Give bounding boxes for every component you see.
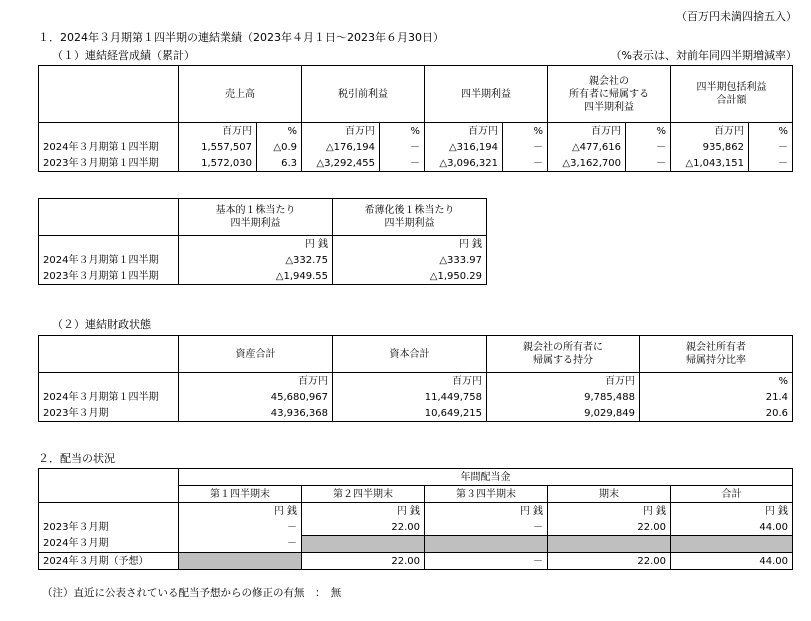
cell-value: 22.00 (302, 553, 425, 570)
cell-value: － (503, 155, 548, 172)
cell-value: △3,096,321 (425, 155, 503, 172)
row-label: 2023年３月期第１四半期 (39, 268, 179, 285)
table-row (39, 536, 793, 553)
cell-value: △333.97 (333, 252, 487, 268)
cell-value: △3,292,455 (302, 155, 380, 172)
cell-value: 9,029,849 (487, 405, 640, 422)
fp-header-assets: 資産合計 (179, 336, 333, 373)
results-header-pretax: 税引前利益 (302, 66, 425, 123)
results-header-quarter-profit: 四半期利益 (425, 66, 548, 123)
cell-shaded (302, 536, 425, 553)
div-header-year-end: 期末 (548, 486, 671, 503)
div-header-q1: 第１四半期末 (179, 486, 302, 503)
unit-yen: 円 銭 (179, 236, 333, 253)
cell-value: △3,162,700 (548, 155, 626, 172)
cell-value: 9,785,488 (487, 389, 640, 405)
table-row (39, 155, 793, 172)
cell-value: － (749, 155, 793, 172)
row-label: 2023年３月期第１四半期 (39, 155, 179, 172)
section1-1-title: （１）連結経営成績（累計） (52, 49, 195, 62)
results-table (38, 65, 793, 172)
eps-table (38, 198, 487, 285)
fp-unit-blank (39, 373, 179, 390)
fp-header-owners-equity: 親会社の所有者に 帰属する持分 (487, 336, 640, 373)
dividend-table (38, 468, 793, 570)
section1-1-note: （%表示は、対前年同四半期増減率） (610, 49, 797, 62)
cell-value: 22.00 (302, 519, 425, 536)
cell-value: 10,649,215 (333, 405, 487, 422)
table-row (39, 268, 487, 285)
unit-million: 百万円 (179, 123, 257, 140)
cell-value: 45,680,967 (179, 389, 333, 405)
eps-header-basic: 基本的１株当たり 四半期利益 (179, 199, 333, 236)
cell-value: 6.3 (257, 155, 302, 172)
cell-value: － (179, 519, 302, 536)
unit-yen: 円 銭 (425, 503, 548, 520)
unit-million: 百万円 (487, 373, 640, 390)
fp-header-blank (39, 336, 179, 373)
cell-value: △1,949.55 (179, 268, 333, 285)
cell-shaded (548, 536, 671, 553)
unit-million: 百万円 (548, 123, 626, 140)
row-label: 2024年３月期第１四半期 (39, 252, 179, 268)
row-label: 2024年３月期第１四半期 (39, 139, 179, 155)
cell-value: 1,572,030 (179, 155, 257, 172)
cell-value: 22.00 (548, 519, 671, 536)
results-header-comprehensive: 四半期包括利益 合計額 (671, 66, 793, 123)
cell-shaded (425, 536, 548, 553)
eps-header-blank (39, 199, 179, 236)
eps-header-diluted: 希薄化後１株当たり 四半期利益 (333, 199, 487, 236)
cell-value: △176,194 (302, 139, 380, 155)
fp-header-equity: 資本合計 (333, 336, 487, 373)
cell-value: 935,862 (671, 139, 749, 155)
unit-pct: % (257, 123, 302, 140)
cell-value: － (425, 553, 548, 570)
unit-yen: 円 銭 (548, 503, 671, 520)
cell-value: △332.75 (179, 252, 333, 268)
cell-value: 21.4 (640, 389, 793, 405)
unit-million: 百万円 (671, 123, 749, 140)
cell-value: 20.6 (640, 405, 793, 422)
cell-value: △1,950.29 (333, 268, 487, 285)
cell-value: △1,043,151 (671, 155, 749, 172)
unit-pct: % (380, 123, 425, 140)
cell-value: － (749, 139, 793, 155)
cell-value: 11,449,758 (333, 389, 487, 405)
row-label: 2023年３月期 (39, 519, 179, 536)
unit-million: 百万円 (179, 373, 333, 390)
section2-title: ２．配当の状況 (38, 452, 115, 465)
fp-header-owners-ratio: 親会社所有者 帰属持分比率 (640, 336, 793, 373)
table-row (39, 519, 793, 536)
unit-pct: % (503, 123, 548, 140)
div-header-annual: 年間配当金 (179, 469, 793, 486)
table-row (39, 553, 793, 570)
cell-value: － (503, 139, 548, 155)
div-header-q2: 第２四半期末 (302, 486, 425, 503)
div-header-q3: 第３四半期末 (425, 486, 548, 503)
cell-value: 44.00 (671, 553, 793, 570)
cell-value: 44.00 (671, 519, 793, 536)
unit-note: （百万円未満四捨五入） (676, 10, 797, 23)
cell-value: 43,936,368 (179, 405, 333, 422)
financial-position-table (38, 335, 793, 422)
unit-yen: 円 銭 (333, 236, 487, 253)
row-label: 2024年３月期第１四半期 (39, 389, 179, 405)
cell-value: － (380, 155, 425, 172)
unit-pct: % (749, 123, 793, 140)
div-unit-blank (39, 503, 179, 520)
table-row (39, 252, 487, 268)
cell-value: － (626, 139, 671, 155)
row-label: 2024年３月期 (39, 536, 179, 553)
cell-value: 22.00 (548, 553, 671, 570)
results-unit-blank (39, 123, 179, 140)
section1-2-title: （２）連結財政状態 (52, 318, 151, 331)
unit-yen: 円 銭 (302, 503, 425, 520)
cell-value: 1,557,507 (179, 139, 257, 155)
unit-yen: 円 銭 (179, 503, 302, 520)
table-row (39, 405, 793, 422)
row-label: 2024年３月期（予想） (39, 553, 179, 570)
cell-value: － (425, 519, 548, 536)
table-row (39, 389, 793, 405)
cell-value: △477,616 (548, 139, 626, 155)
results-header-sales: 売上高 (179, 66, 302, 123)
cell-value: △0.9 (257, 139, 302, 155)
dividend-note: （注）直近に公表されている配当予想からの修正の有無 ： 無 (42, 587, 342, 599)
cell-value: － (380, 139, 425, 155)
cell-shaded (179, 553, 302, 570)
cell-value: － (626, 155, 671, 172)
row-label: 2023年３月期 (39, 405, 179, 422)
unit-million: 百万円 (333, 373, 487, 390)
results-header-owners-profit: 親会社の 所有者に帰属する 四半期利益 (548, 66, 671, 123)
unit-pct: % (626, 123, 671, 140)
table-row (39, 139, 793, 155)
eps-unit-blank (39, 236, 179, 253)
cell-shaded (671, 536, 793, 553)
cell-value: － (179, 536, 302, 553)
unit-million: 百万円 (425, 123, 503, 140)
cell-value: △316,194 (425, 139, 503, 155)
results-header-blank (39, 66, 179, 123)
unit-pct: % (640, 373, 793, 390)
unit-million: 百万円 (302, 123, 380, 140)
section1-title: １．2024年３月期第１四半期の連結業績（2023年４月１日～2023年６月30日） (38, 31, 444, 44)
div-header-blank (39, 469, 179, 503)
div-header-total: 合計 (671, 486, 793, 503)
unit-yen: 円 銭 (671, 503, 793, 520)
